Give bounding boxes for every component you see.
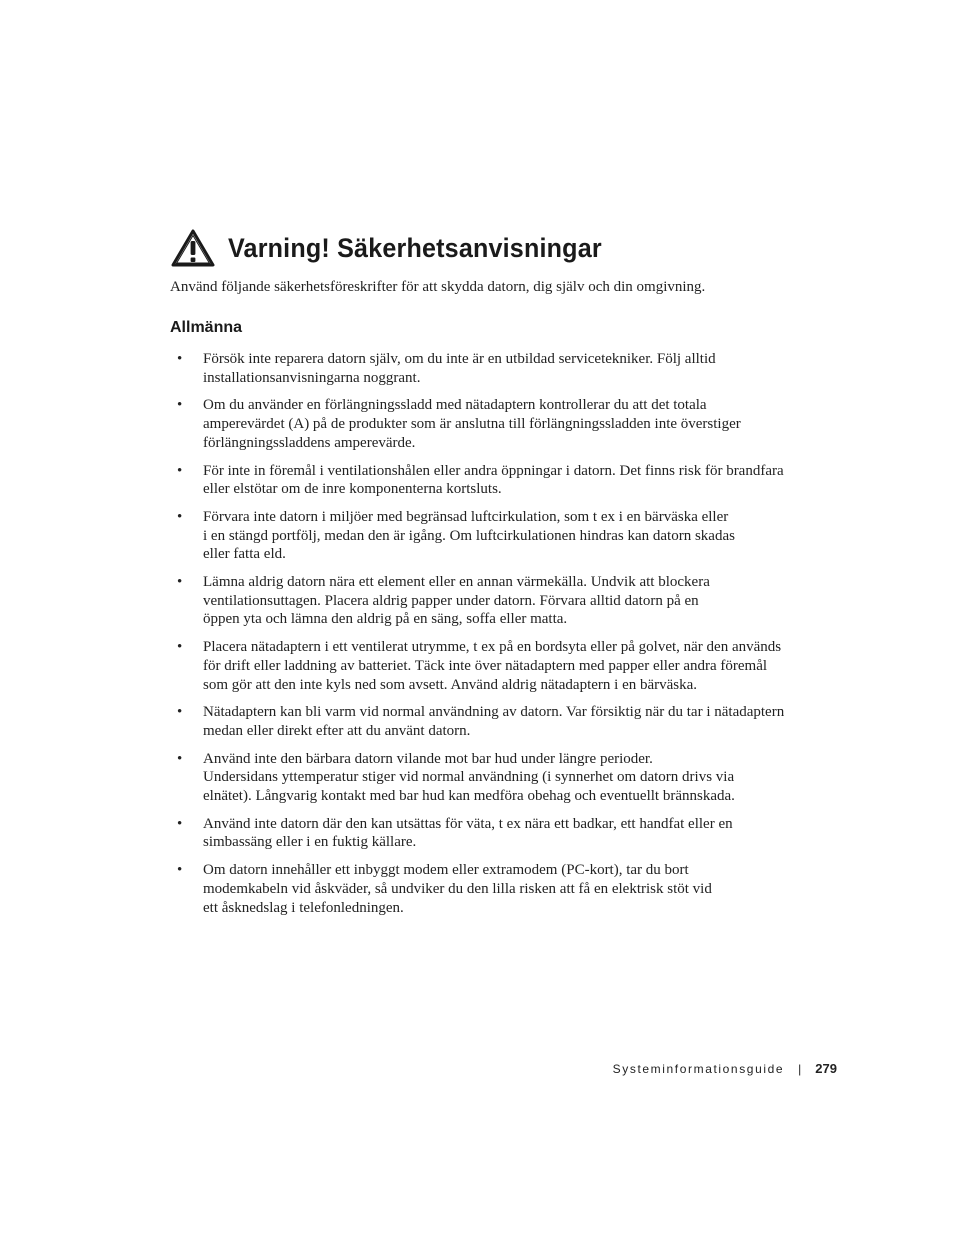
page-number: 279: [815, 1061, 837, 1076]
list-item-text: simbassäng eller i en fuktig källare.: [203, 834, 417, 851]
list-item-text: ett åsknedslag i telefonledningen.: [203, 899, 404, 916]
bullet-icon: •: [177, 639, 183, 656]
list-item: [170, 350, 830, 387]
bullet-icon: •: [177, 574, 183, 591]
list-item-text: amperevärdet (A) på de produkter som är anslutna till förlängningssladden inte överstiger: [203, 416, 741, 433]
bullet-icon: •: [177, 862, 183, 879]
list-item-text: Lämna aldrig datorn nära ett element eller en annan värmekälla. Undvik att blockera: [203, 574, 710, 591]
page-title: Varning! Säkerhetsanvisningar: [228, 232, 602, 263]
safety-instructions-list: [170, 350, 830, 926]
bullet-icon: •: [177, 704, 183, 721]
list-item-text: Om du använder en förlängningssladd med nätadaptern kontrollerar du att det totala: [203, 397, 707, 414]
list-item: [170, 638, 830, 694]
section-heading: Allmänna: [170, 319, 243, 336]
list-item: [170, 508, 830, 564]
list-item: [170, 861, 830, 917]
list-item-text: i en stängd portfölj, medan den är igång. Om luftcirkulationen hindras kan datorn skadas: [203, 527, 735, 544]
list-item-text: förlängningssladdens amperevärde.: [203, 434, 416, 451]
page-footer: [613, 1061, 837, 1076]
intro-text: Använd följande säkerhetsföreskrifter för att skydda datorn, dig själv och din omgivning.: [170, 279, 706, 295]
list-item-text: Förvara inte datorn i miljöer med begränsad luftcirkulation, som t ex i en bärväska eller: [203, 508, 729, 525]
list-item: [170, 573, 830, 629]
list-item-text: eller fatta eld.: [203, 546, 286, 563]
bullet-icon: •: [177, 462, 183, 479]
list-item-text: ventilationsuttagen. Placera aldrig papper under datorn. Förvara alltid datorn på en: [203, 592, 699, 609]
bullet-icon: •: [177, 397, 183, 414]
footer-guide-title: Systeminformationsguide: [612, 1061, 785, 1076]
list-item-text: som gör att den inte kyls ned som avsett. Använd aldrig nätadaptern i en bärväska.: [203, 676, 698, 693]
list-item: [170, 462, 830, 499]
list-item-text: Använd inte den bärbara datorn vilande mot bar hud under längre perioder.: [203, 750, 653, 767]
bullet-icon: •: [177, 750, 183, 767]
list-item-text: Försök inte reparera datorn själv, om du inte är en utbildad servicetekniker. Följ alltid: [203, 351, 716, 367]
list-item-text: öppen yta och lämna den aldrig på en säng, soffa eller matta.: [203, 611, 568, 628]
list-item: [170, 703, 830, 740]
list-item-text: för drift eller laddning av batteriet. Täck inte över nätadaptern med papper eller andra föremål: [203, 657, 768, 674]
warning-triangle-icon: [170, 228, 216, 268]
list-item-text: Undersidans yttemperatur stiger vid normal användning (i synnerhet om datorn drivs via: [203, 769, 735, 786]
list-item-text: modemkabeln vid åskväder, så undviker du den lilla risken att få en elektrisk stöt vid: [203, 880, 712, 897]
list-item-text: Använd inte datorn där den kan utsättas för väta, t ex nära ett badkar, ett handfat eller en: [203, 815, 733, 832]
list-item-text: installationsanvisningarna noggrant.: [203, 369, 421, 386]
bullet-icon: •: [177, 351, 183, 367]
bullet-icon: •: [177, 815, 183, 832]
list-item-text: medan eller direkt efter att du använt datorn.: [203, 722, 471, 739]
list-item: [170, 815, 830, 852]
list-item-text: För inte in föremål i ventilationshålen eller andra öppningar i datorn. Det finns risk för brandfara: [203, 462, 784, 479]
list-item: [170, 396, 830, 452]
page-heading: [170, 228, 630, 268]
list-item: [170, 750, 830, 806]
list-item-text: Om datorn innehåller ett inbyggt modem eller extramodem (PC-kort), tar du bort: [203, 862, 689, 879]
list-item-text: eller elstötar om de inre komponenterna kortsluts.: [203, 481, 502, 498]
bullet-icon: •: [177, 508, 183, 525]
footer-separator: |: [798, 1061, 802, 1076]
list-item-text: Nätadaptern kan bli varm vid normal användning av datorn. Var försiktig när du tar i nätadaptern: [203, 704, 785, 721]
list-item-text: elnätet). Långvarig kontakt med bar hud kan medföra obehag och eventuellt brännskada.: [203, 788, 735, 805]
list-item-text: Placera nätadaptern i ett ventilerat utrymme, t ex på en bordsyta eller på golvet, när den används: [203, 639, 782, 656]
